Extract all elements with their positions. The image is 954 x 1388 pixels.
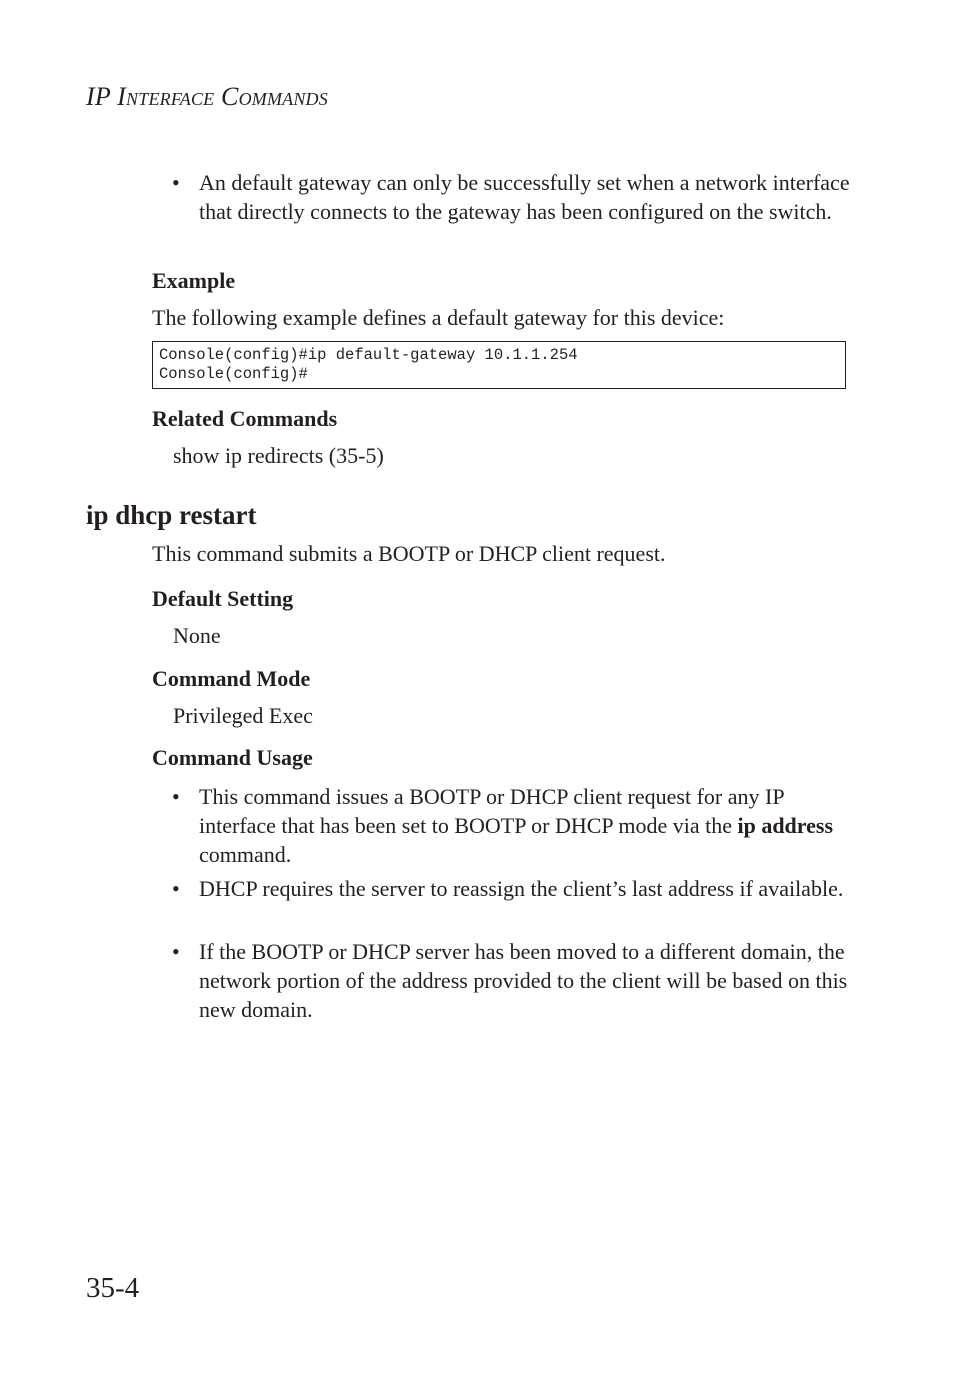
page-number: 35-4	[86, 1272, 140, 1304]
gateway-note-bullet	[172, 168, 852, 258]
bullet-marker: •	[172, 170, 180, 195]
usage-bullet	[172, 782, 852, 872]
bullet-text-part: This command issues a BOOTP or DHCP client request for any IP interface that has been set to BOOTP or DHCP mode via the	[199, 784, 784, 838]
bullet-marker: •	[172, 876, 180, 901]
bullet-text: An default gateway can only be successfully set when a network interface that directly connects to the gateway has been configured on the switch.	[199, 170, 850, 224]
section-description: This command submits a BOOTP or DHCP client request.	[152, 541, 666, 566]
usage-bullet	[172, 937, 852, 1027]
code-line: Console(config)#	[159, 365, 308, 383]
command-mode-value: Privileged Exec	[173, 703, 313, 728]
bullet-text-part: command.	[199, 842, 292, 867]
bullet-text: DHCP requires the server to reassign the client’s last address if available.	[199, 876, 844, 901]
command-mode-heading: Command Mode	[152, 666, 311, 691]
command-reference: ip address	[737, 813, 834, 838]
example-intro: The following example defines a default gateway for this device:	[152, 305, 725, 330]
usage-bullet	[172, 874, 852, 934]
bullet-text: If the BOOTP or DHCP server has been moved to a different domain, the network portion of the address provided to the client will be based on this new domain.	[199, 939, 848, 1022]
running-head	[86, 82, 328, 112]
related-commands-heading: Related Commands	[152, 406, 338, 431]
example-heading: Example	[152, 268, 236, 293]
running-head-cap-1: IP I	[86, 82, 127, 111]
bullet-marker: •	[172, 939, 180, 964]
running-head-smallcaps-1: NTERFACE	[126, 89, 215, 109]
default-setting-value: None	[173, 623, 221, 648]
command-usage-heading: Command Usage	[152, 745, 313, 770]
running-head-cap-2: C	[214, 82, 239, 111]
example-code-block	[152, 341, 846, 389]
bullet-text	[199, 782, 854, 869]
code-line: Console(config)#ip default-gateway 10.1.1.254	[159, 346, 578, 364]
related-command-link[interactable]: show ip redirects (35-5)	[173, 443, 384, 468]
section-title: ip dhcp restart	[86, 500, 257, 530]
bullet-marker: •	[172, 784, 180, 809]
running-head-smallcaps-2: OMMANDS	[238, 89, 328, 109]
default-setting-heading: Default Setting	[152, 586, 294, 611]
